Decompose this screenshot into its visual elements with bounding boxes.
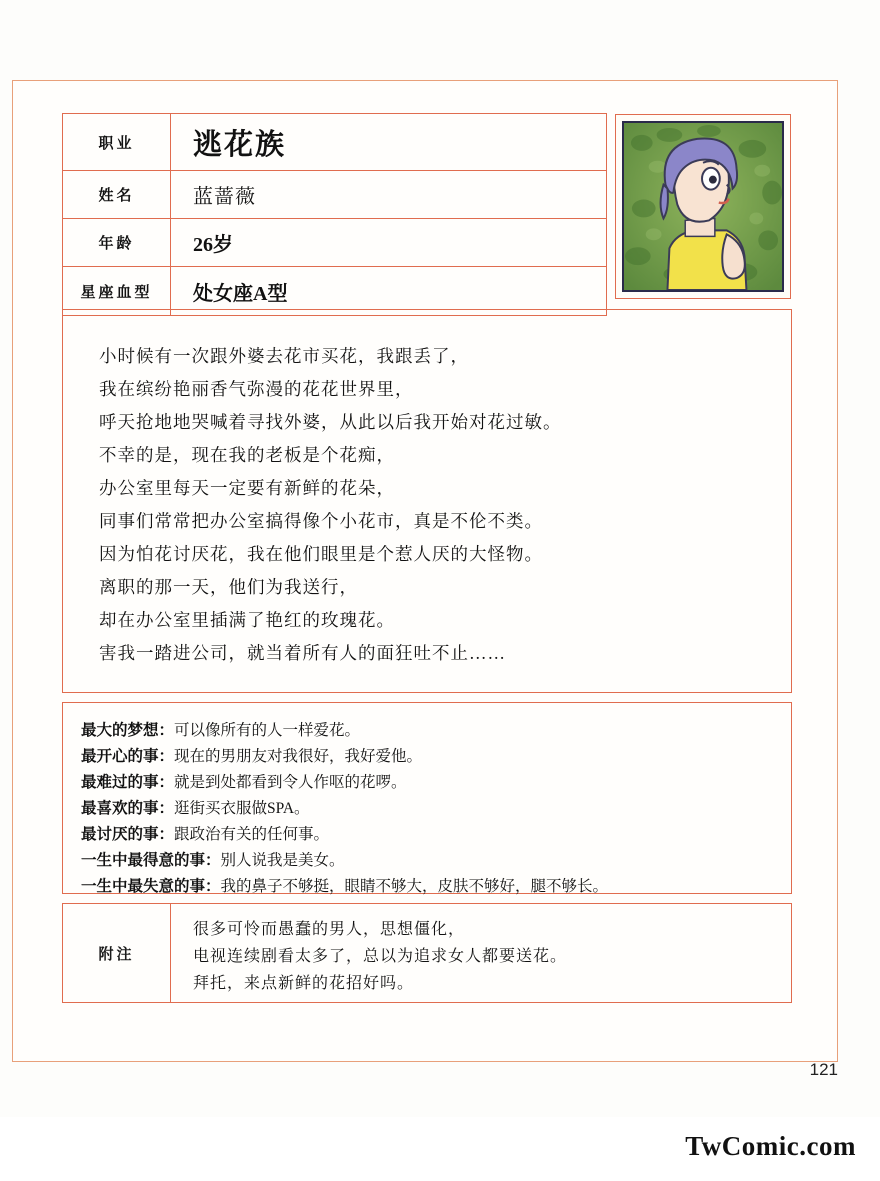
favourite-key: 一生中最得意的事： (81, 852, 221, 869)
list-item (81, 874, 791, 900)
page-number: 121 (809, 1060, 838, 1079)
favourite-value: 就是到处都看到令人作呕的花啰。 (174, 774, 407, 791)
story-line: 我在缤纷艳丽香气弥漫的花花世界里， (99, 379, 414, 399)
portrait-frame (615, 114, 791, 299)
field-label-occupation: 职业 (63, 114, 171, 170)
list-item (81, 770, 791, 796)
note-label: 附注 (63, 904, 171, 1002)
note-line: 拜托，来点新鲜的花招好吗。 (193, 975, 415, 992)
field-value-zodiac-bloodtype: 处女座A型 (193, 282, 288, 305)
story-line: 小时候有一次跟外婆去花市买花，我跟丢了， (99, 346, 469, 366)
character-portrait-image (622, 121, 784, 292)
field-value-age: 26岁 (193, 234, 233, 256)
profile-info-table (62, 113, 607, 316)
table-row (63, 267, 606, 315)
favourite-value: 别人说我是美女。 (220, 852, 345, 869)
field-value-occupation: 逃花族 (193, 128, 287, 161)
story-line: 同事们常常把办公室搞得像个小花市，真是不伦不类。 (99, 511, 543, 531)
favourite-value: 可以像所有的人一样爱花。 (174, 722, 361, 739)
favourite-key: 最讨厌的事： (81, 826, 175, 843)
favourite-key: 一生中最失意的事： (81, 878, 221, 895)
story-line: 害我一踏进公司，就当着所有人的面狂吐不止…… (99, 643, 506, 663)
story-line: 离职的那一天，他们为我送行， (99, 577, 358, 597)
list-item (81, 718, 791, 744)
list-item (81, 848, 791, 874)
story-line: 却在办公室里插满了艳红的玫瑰花。 (99, 610, 395, 630)
favourite-key: 最开心的事： (81, 748, 175, 765)
story-line: 呼天抢地地哭喊着寻找外婆，从此以后我开始对花过敏。 (99, 412, 562, 432)
profile-card (62, 113, 792, 1003)
note-box (62, 903, 792, 1003)
favourite-value: 逛街买衣服做SPA。 (174, 800, 310, 817)
story-line: 不幸的是，现在我的老板是个花痴， (99, 445, 395, 465)
story-line: 办公室里每天一定要有新鲜的花朵， (99, 478, 395, 498)
portrait-illustration-icon (624, 123, 782, 290)
favourite-key: 最大的梦想： (81, 722, 175, 739)
note-line: 电视连续剧看太多了，总以为追求女人都要送花。 (193, 948, 568, 965)
field-value-name: 蓝蔷薇 (193, 186, 256, 208)
table-row (63, 171, 606, 219)
list-item (81, 796, 791, 822)
footer-bar (0, 1117, 880, 1181)
favourite-value: 现在的男朋友对我很好，我好爱他。 (174, 748, 423, 765)
field-label-age: 年龄 (63, 219, 171, 266)
favourite-key: 最难过的事： (81, 774, 175, 791)
favourite-value: 跟政治有关的任何事。 (174, 826, 330, 843)
favourite-key: 最喜欢的事： (81, 800, 175, 817)
list-item (81, 822, 791, 848)
site-watermark: TwComic.com (685, 1131, 856, 1161)
field-label-name: 姓名 (63, 171, 171, 218)
story-line: 因为怕花讨厌花，我在他们眼里是个惹人厌的大怪物。 (99, 544, 543, 564)
note-body (171, 904, 791, 1002)
field-label-zodiac-bloodtype: 星座血型 (63, 267, 171, 315)
favourite-value: 我的鼻子不够挺，眼睛不够大，皮肤不够好，腿不够长。 (220, 878, 609, 895)
note-line: 很多可怜而愚蠢的男人，思想僵化， (193, 921, 466, 938)
favourites-box (62, 702, 792, 894)
story-text-box (62, 309, 792, 693)
table-row (63, 114, 606, 171)
table-row (63, 219, 606, 267)
list-item (81, 744, 791, 770)
